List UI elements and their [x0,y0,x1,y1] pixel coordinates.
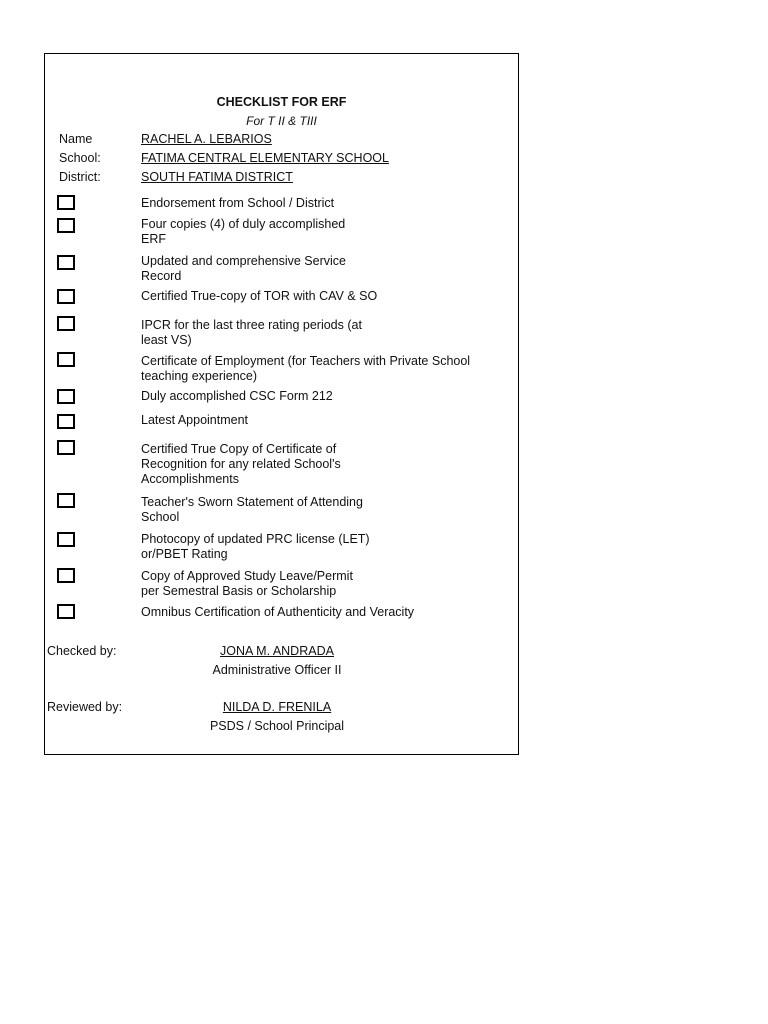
district-value: SOUTH FATIMA DISTRICT [141,170,293,184]
item-tor: Certified True-copy of TOR with CAV & SO [141,289,378,303]
checkbox-service-record[interactable] [57,255,75,270]
checkbox-csc-form[interactable] [57,389,75,404]
checked-by-position: Administrative Officer II [212,663,342,677]
item-prc-license: Photocopy of updated PRC license (LET) or/PBET Rating [141,532,370,561]
checklist-form [44,53,519,755]
school-value: FATIMA CENTRAL ELEMENTARY SCHOOL [141,151,389,165]
checkbox-erf-copies[interactable] [57,218,75,233]
checkbox-tor[interactable] [57,289,75,304]
checkbox-endorsement[interactable] [57,195,75,210]
name-value: RACHEL A. LEBARIOS [141,132,272,146]
checkbox-prc-license[interactable] [57,532,75,547]
item-erf-copies: Four copies (4) of duly accomplished ERF [141,217,346,246]
checked-by-name: JONA M. ANDRADA [220,644,334,658]
item-sworn-statement: Teacher's Sworn Statement of Attending School [141,495,363,524]
item-employment-cert: Certificate of Employment (for Teachers with Private School teaching experience) [141,354,471,383]
item-ipcr: IPCR for the last three rating periods (at least VS) [141,318,362,347]
checkbox-employment-cert[interactable] [57,352,75,367]
form-subtitle: For T II & TIII [246,114,317,128]
item-omnibus: Omnibus Certification of Authenticity and Veracity [141,605,415,619]
checkbox-omnibus[interactable] [57,604,75,619]
checkbox-study-leave[interactable] [57,568,75,583]
checkbox-recognition[interactable] [57,440,75,455]
checked-by-label: Checked by: [47,644,117,658]
reviewed-by-label: Reviewed by: [47,700,123,714]
reviewed-by-position: PSDS / School Principal [209,719,345,733]
item-study-leave: Copy of Approved Study Leave/Permit per Semestral Basis or Scholarship [141,569,353,598]
item-endorsement: Endorsement from School / District [141,196,335,210]
item-csc-form: Duly accomplished CSC Form 212 [141,389,333,403]
item-service-record: Updated and comprehensive Service Record [141,254,346,283]
checkbox-sworn-statement[interactable] [57,493,75,508]
item-recognition: Certified True Copy of Certificate of Recognition for any related School's Accomplishments [141,442,341,486]
reviewed-by-name: NILDA D. FRENILA [222,700,332,714]
item-appointment: Latest Appointment [141,413,249,427]
checkbox-ipcr[interactable] [57,316,75,331]
name-label: Name [59,132,93,146]
checkbox-appointment[interactable] [57,414,75,429]
district-label: District: [59,170,101,184]
form-title: CHECKLIST FOR ERF [216,95,347,109]
school-label: School: [59,151,101,165]
